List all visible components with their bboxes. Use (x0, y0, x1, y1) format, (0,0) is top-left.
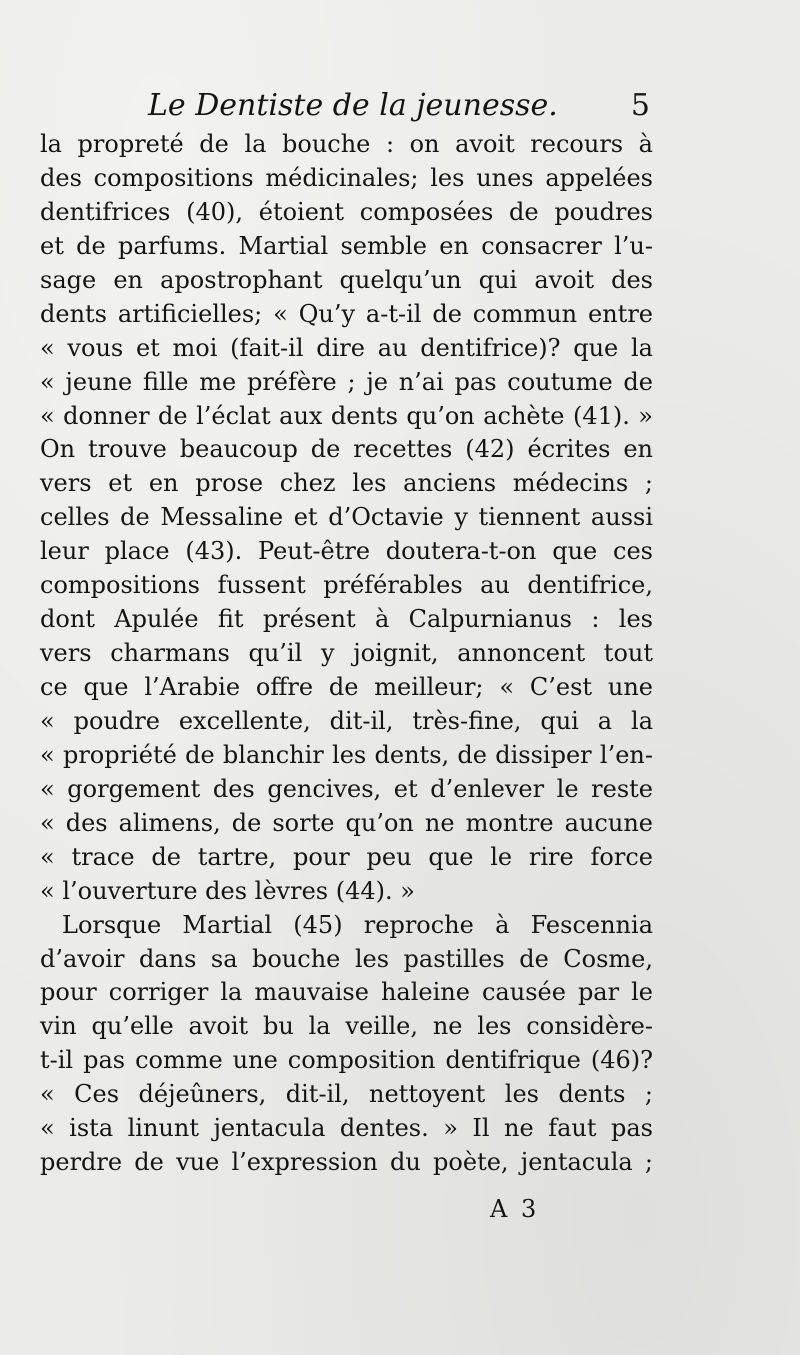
text-line: « vous et moi (fait-il dire au dentifrice)? que la (40, 333, 653, 362)
text-line: leur place (43). Peut-être doutera-t-on que ces (40, 537, 653, 566)
text-line: vers charmans qu’il y joignit, annoncent tout (40, 639, 653, 668)
text-line: « propriété de blanchir les dents, de dissiper l’en- (40, 740, 653, 769)
text-line: perdre de vue l’expression du poète, jentacula ; (40, 1148, 653, 1177)
text-line: et de parfums. Martial semble en consacrer l’u- (40, 231, 653, 260)
text-line: « des alimens, de sorte qu’on ne montre aucune (40, 808, 653, 837)
text-line: « trace de tartre, pour peu que le rire force (40, 842, 653, 871)
text-line: sage en apostrophant quelqu’un qui avoit des (40, 265, 653, 294)
text-line: la propreté de la bouche : on avoit recours à (40, 130, 653, 158)
text-line: « gorgement des gencives, et d’enlever le reste (40, 774, 653, 803)
text-line: ce que l’Arabie offre de meilleur; « C’est une (40, 673, 653, 701)
text-line: des compositions médicinales; les unes appelées (40, 163, 653, 192)
text-line: « l’ouverture des lèvres (44). » (40, 876, 415, 905)
text-line: dont Apulée fit présent à Calpurnianus : les (40, 605, 653, 634)
text-line: « poudre excellente, dit-il, très-fine, qui a la (40, 706, 653, 735)
text-line: vers et en prose chez les anciens médecins ; (40, 469, 653, 498)
text-line: pour corriger la mauvaise haleine causée par le (40, 978, 653, 1007)
page-header (140, 88, 650, 128)
text-line: On trouve beaucoup de recettes (42) écrites en (40, 435, 653, 464)
text-line: dentifrices (40), étoient composées de poudres (40, 197, 653, 226)
text-line: « Ces déjeûners, dit-il, nettoyent les dents ; (40, 1080, 653, 1109)
text-line: d’avoir dans sa bouche les pastilles de Cosme, (40, 944, 653, 973)
body-text (40, 128, 653, 1180)
text-line: t-il pas comme une composition dentifrique (46)? (40, 1046, 653, 1075)
text-line: compositions fussent préférables au dentifrice, (40, 571, 653, 600)
text-line: « ista linunt jentacula dentes. » Il ne faut pas (40, 1114, 653, 1143)
text-line: Lorsque Martial (45) reproche à Fescennia (62, 910, 653, 939)
page-number: 5 (630, 88, 650, 123)
text-line: vin qu’elle avoit bu la veille, ne les considère- (40, 1012, 653, 1041)
text-line: « jeune fille me préfère ; je n’ai pas coutume de (40, 367, 653, 396)
signature-mark: A 3 (490, 1195, 540, 1223)
text-line: dents artificielles; « Qu’y a-t-il de commun entre (40, 299, 653, 328)
text-line: « donner de l’éclat aux dents qu’on achète (41). » (40, 401, 653, 430)
running-title: Le Dentiste de la jeunesse. (148, 88, 558, 123)
text-line: celles de Messaline et d’Octavie y tiennent aussi (40, 503, 653, 532)
